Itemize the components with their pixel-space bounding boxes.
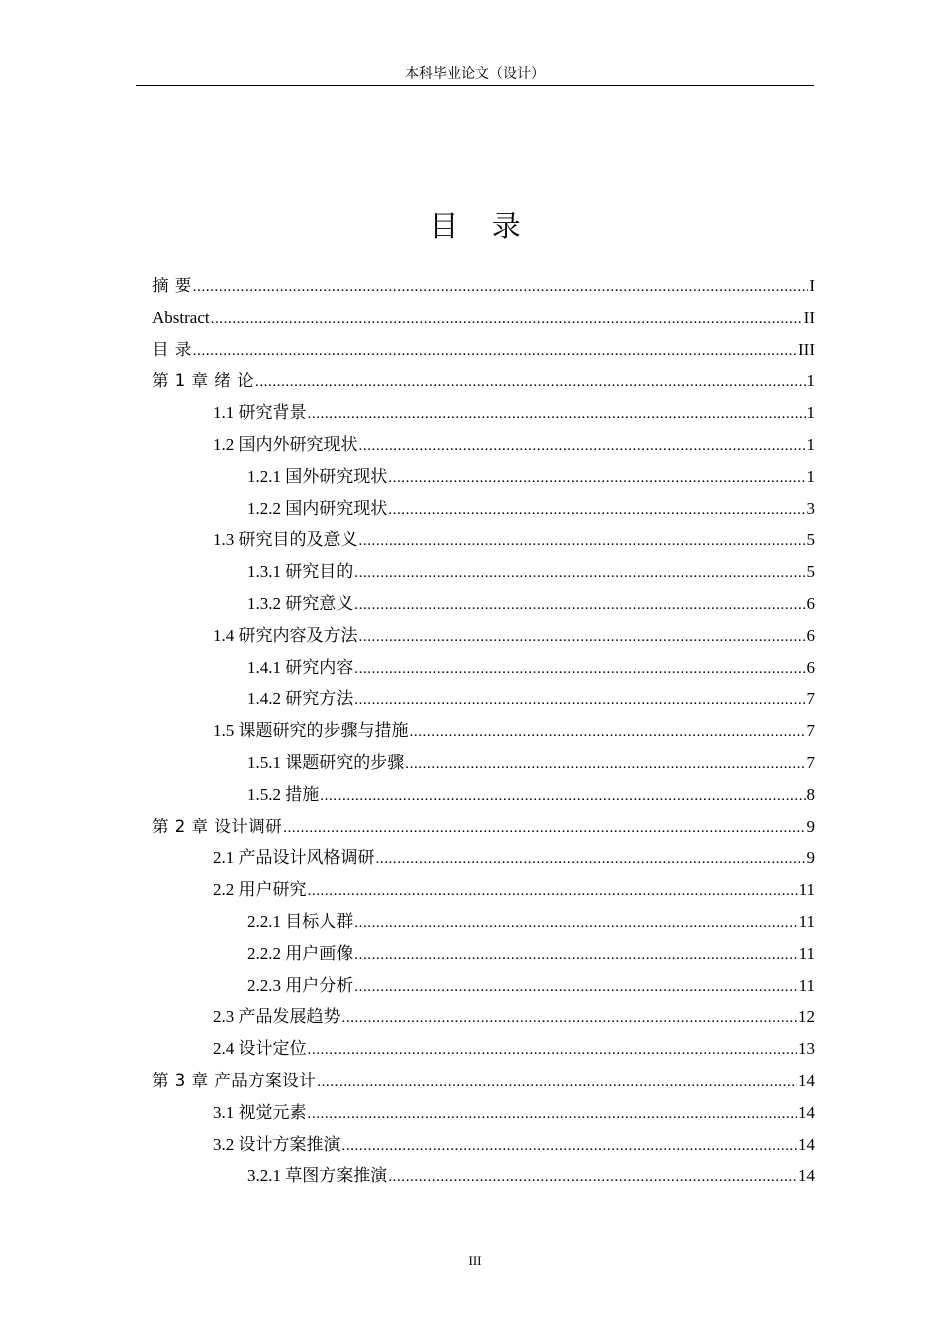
toc-entry-page: 14 <box>798 1070 815 1090</box>
toc-dot-leader <box>308 399 806 431</box>
toc-dot-leader <box>388 463 805 495</box>
toc-entry-page: 12 <box>798 1007 815 1027</box>
toc-entry[interactable] <box>152 524 815 556</box>
toc-entry-title: 2.2.3 用户分析 <box>247 975 354 995</box>
toc-entry-title: 第 1 章 绪 论 <box>152 371 254 391</box>
toc-entry-page: 11 <box>798 975 815 995</box>
toc-entry-title: 1.5.1 课题研究的步骤 <box>247 752 405 772</box>
toc-entry[interactable] <box>152 938 815 970</box>
table-of-contents <box>152 270 815 1192</box>
toc-dot-leader <box>193 272 809 304</box>
toc-entry[interactable] <box>152 270 815 302</box>
toc-entry-title: 1.4.2 研究方法 <box>247 689 354 709</box>
toc-entry-title: 1.2.2 国内研究现状 <box>247 498 388 518</box>
toc-dot-leader <box>308 876 798 908</box>
toc-entry-page: 9 <box>806 816 815 836</box>
toc-dot-leader <box>359 526 806 558</box>
toc-entry-page: I <box>809 276 815 295</box>
toc-entry[interactable] <box>152 461 815 493</box>
toc-entry[interactable] <box>152 906 815 938</box>
toc-entry-page: 5 <box>806 530 815 550</box>
toc-dot-leader <box>359 622 806 654</box>
toc-dot-leader <box>354 940 797 972</box>
toc-entry-page: 9 <box>806 848 815 868</box>
toc-entry-title: 摘 要 <box>152 276 192 295</box>
toc-entry-page: 1 <box>806 434 815 454</box>
toc-entry[interactable] <box>152 842 815 874</box>
toc-dot-leader <box>354 654 805 686</box>
toc-entry[interactable] <box>152 620 815 652</box>
toc-entry[interactable] <box>152 365 815 397</box>
toc-entry-page: 13 <box>798 1039 815 1059</box>
toc-entry[interactable] <box>152 397 815 429</box>
toc-dot-leader <box>354 972 797 1004</box>
toc-entry[interactable] <box>152 683 815 715</box>
toc-entry[interactable] <box>152 747 815 779</box>
toc-entry[interactable] <box>152 811 815 843</box>
toc-entry-page: 7 <box>806 721 815 741</box>
toc-entry[interactable] <box>152 970 815 1002</box>
toc-entry-title: 3.2.1 草图方案推演 <box>247 1166 388 1186</box>
toc-entry-page: 6 <box>806 593 815 613</box>
toc-entry[interactable] <box>152 779 815 811</box>
toc-entry-title: 2.1 产品设计风格调研 <box>213 848 375 868</box>
toc-dot-leader <box>405 749 805 781</box>
running-header: 本科毕业论文（设计） <box>405 67 545 82</box>
toc-entry-title: 2.2 用户研究 <box>213 880 307 900</box>
toc-entry-page: 3 <box>806 498 815 518</box>
toc-entry[interactable] <box>152 302 815 334</box>
toc-entry-title: 2.2.2 用户画像 <box>247 943 354 963</box>
toc-entry-title: 1.3 研究目的及意义 <box>213 530 358 550</box>
toc-entry-title: 1.5.2 措施 <box>247 784 320 804</box>
toc-dot-leader <box>255 367 806 399</box>
toc-entry-page: 1 <box>806 403 815 423</box>
toc-entry-title: 1.3.1 研究目的 <box>247 562 354 582</box>
toc-entry-title: 第 3 章 产品方案设计 <box>152 1070 317 1090</box>
toc-dot-leader <box>317 1067 797 1099</box>
header-rule <box>136 85 814 86</box>
toc-dot-leader <box>354 908 797 940</box>
toc-entry-page: 6 <box>806 657 815 677</box>
toc-entry-page: 1 <box>806 371 815 391</box>
toc-dot-leader <box>342 1131 798 1163</box>
toc-entry-title: 3.2 设计方案推演 <box>213 1134 341 1154</box>
toc-entry[interactable] <box>152 588 815 620</box>
toc-entry-page: 5 <box>806 562 815 582</box>
toc-dot-leader <box>308 1099 798 1131</box>
toc-entry-title: 目 录 <box>152 339 192 359</box>
toc-entry-title: 1.1 研究背景 <box>213 403 307 423</box>
toc-entry[interactable] <box>152 1001 815 1033</box>
toc-entry[interactable] <box>152 493 815 525</box>
toc-dot-leader <box>359 431 806 463</box>
toc-entry[interactable] <box>152 1160 815 1192</box>
toc-entry-title: 1.3.2 研究意义 <box>247 593 354 613</box>
toc-entry-page: 7 <box>806 689 815 709</box>
toc-dot-leader <box>376 844 806 876</box>
toc-entry-page: 11 <box>798 943 815 963</box>
toc-entry-page: II <box>803 307 815 327</box>
toc-entry-title: 2.4 设计定位 <box>213 1039 307 1059</box>
toc-dot-leader <box>283 813 805 845</box>
toc-entry-page: 14 <box>798 1134 815 1154</box>
toc-dot-leader <box>354 685 805 717</box>
toc-dot-leader <box>320 781 805 813</box>
toc-entry-page: 11 <box>798 880 815 900</box>
toc-dot-leader <box>388 495 805 527</box>
toc-entry[interactable] <box>152 1097 815 1129</box>
toc-dot-leader <box>410 717 806 749</box>
toc-entry-title: Abstract <box>152 307 210 327</box>
toc-entry-page: 1 <box>806 466 815 486</box>
toc-dot-leader <box>308 1035 798 1067</box>
toc-entry-page: 14 <box>798 1166 815 1186</box>
toc-entry-title: 1.4.1 研究内容 <box>247 657 354 677</box>
toc-entry[interactable] <box>152 1065 815 1097</box>
toc-dot-leader <box>193 336 797 368</box>
toc-entry[interactable] <box>152 429 815 461</box>
toc-entry-page: 7 <box>806 752 815 772</box>
toc-entry-title: 1.2.1 国外研究现状 <box>247 466 388 486</box>
toc-entry[interactable] <box>152 652 815 684</box>
toc-dot-leader <box>388 1162 797 1194</box>
toc-entry[interactable] <box>152 874 815 906</box>
toc-title: 目 录 <box>429 209 533 243</box>
toc-dot-leader <box>354 590 805 622</box>
toc-entry-title: 1.5 课题研究的步骤与措施 <box>213 721 409 741</box>
toc-entry-page: 8 <box>806 784 815 804</box>
toc-entry[interactable] <box>152 715 815 747</box>
toc-entry-page: 14 <box>798 1102 815 1122</box>
toc-entry-title: 1.2 国内外研究现状 <box>213 434 358 454</box>
toc-entry-title: 1.4 研究内容及方法 <box>213 625 358 645</box>
toc-entry-title: 2.2.1 目标人群 <box>247 911 354 931</box>
toc-dot-leader <box>211 304 803 336</box>
toc-entry-title: 3.1 视觉元素 <box>213 1102 307 1122</box>
toc-entry[interactable] <box>152 334 815 366</box>
toc-entry-page: III <box>798 339 815 359</box>
toc-entry[interactable] <box>152 1129 815 1161</box>
toc-dot-leader <box>342 1003 798 1035</box>
toc-entry-title: 2.3 产品发展趋势 <box>213 1007 341 1027</box>
toc-entry-title: 第 2 章 设计调研 <box>152 816 283 836</box>
toc-entry[interactable] <box>152 556 815 588</box>
page-number: III <box>468 1253 482 1268</box>
toc-entry-page: 11 <box>798 911 815 931</box>
toc-entry[interactable] <box>152 1033 815 1065</box>
toc-entry-page: 6 <box>806 625 815 645</box>
toc-dot-leader <box>354 558 805 590</box>
